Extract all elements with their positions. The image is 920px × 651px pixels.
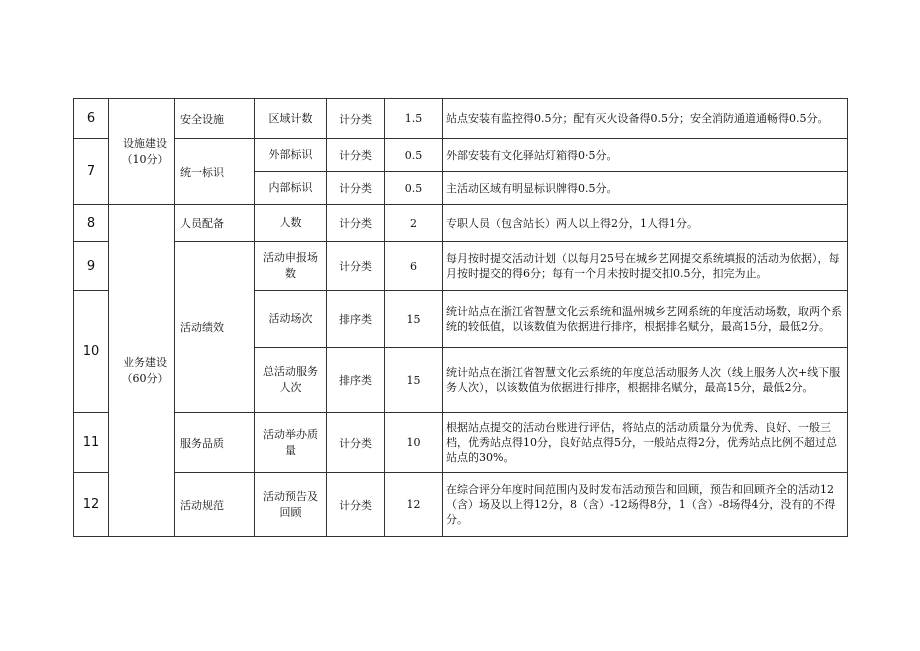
- type-cell: 排序类: [327, 291, 385, 348]
- points-cell: 1.5: [385, 99, 443, 139]
- item-cell: [255, 348, 327, 413]
- points-cell: 2: [385, 205, 443, 242]
- description-cell: 在综合评分年度时间范围内及时发布活动预告和回顾，预告和回顾齐全的活动12（含）场及以上得12分，8（含）-12场得8分，1（含）-8场得4分，没有的不得分。: [443, 473, 848, 537]
- item-label: 活动预告及回顾: [263, 489, 318, 519]
- type-cell: 计分类: [327, 242, 385, 291]
- item-cell: [255, 413, 327, 473]
- item-label: 活动举办质量: [263, 427, 318, 457]
- points-cell: 0.5: [385, 139, 443, 172]
- points-cell: 15: [385, 348, 443, 413]
- table-row: [74, 413, 848, 473]
- row-number: 7: [74, 139, 109, 205]
- row-number: 9: [74, 242, 109, 291]
- type-cell: 计分类: [327, 205, 385, 242]
- row-number: 6: [74, 99, 109, 139]
- category-label: 设施建设（10分）: [121, 136, 169, 166]
- category-cell: [109, 205, 175, 537]
- description-cell: 外部安装有文化驿站灯箱得0·5分。: [443, 139, 848, 172]
- type-cell: 计分类: [327, 139, 385, 172]
- type-cell: 排序类: [327, 348, 385, 413]
- table-row: [74, 205, 848, 242]
- description-cell: 专职人员（包含站长）两人以上得2分，1人得1分。: [443, 205, 848, 242]
- type-cell: 计分类: [327, 172, 385, 205]
- row-number: 8: [74, 205, 109, 242]
- description-cell: 根据站点提交的活动台账进行评估，将站点的活动质量分为优秀、良好、一般三档，优秀站点得10分，良好站点得5分，一般站点得2分，优秀站点比例不超过总站点的30%。: [443, 413, 848, 473]
- subcategory-cell: 人员配备: [175, 205, 255, 242]
- description-cell: 统计站点在浙江省智慧文化云系统和温州城乡艺网系统的年度活动场数，取两个系统的较低值，以该数值为依据进行排序，根据排名赋分，最高15分，最低2分。: [443, 291, 848, 348]
- item-cell: 内部标识: [255, 172, 327, 205]
- description-cell: 统计站点在浙江省智慧文化云系统的年度总活动服务人次（线上服务人次+线下服务人次），以该数值为依据进行排序，根据排名赋分，最高15分，最低2分。: [443, 348, 848, 413]
- category-label: 业务建设（60分）: [121, 355, 169, 385]
- item-cell: [255, 242, 327, 291]
- item-label: 活动申报场数: [263, 251, 318, 280]
- table-row: [74, 99, 848, 139]
- item-cell: [255, 473, 327, 537]
- type-cell: 计分类: [327, 473, 385, 537]
- points-cell: 10: [385, 413, 443, 473]
- points-cell: 0.5: [385, 172, 443, 205]
- subcategory-cell: 服务品质: [175, 413, 255, 473]
- item-cell: 外部标识: [255, 139, 327, 172]
- row-number: 12: [74, 473, 109, 537]
- item-cell: 人数: [255, 205, 327, 242]
- table-row: [74, 242, 848, 291]
- item-label: 总活动服务人次: [263, 365, 318, 394]
- description-cell: 每月按时提交活动计划（以每月25号在城乡艺网提交系统填报的活动为依据），每月按时提交的得6分；每有一个月未按时提交扣0.5分，扣完为止。: [443, 242, 848, 291]
- item-cell: 活动场次: [255, 291, 327, 348]
- type-cell: 计分类: [327, 413, 385, 473]
- points-cell: 6: [385, 242, 443, 291]
- subcategory-cell: 活动规范: [175, 473, 255, 537]
- item-cell: 区域计数: [255, 99, 327, 139]
- table-row: [74, 139, 848, 172]
- subcategory-cell: 统一标识: [175, 139, 255, 205]
- type-cell: 计分类: [327, 99, 385, 139]
- subcategory-cell: 活动绩效: [175, 242, 255, 413]
- scoring-table: [73, 98, 848, 537]
- points-cell: 12: [385, 473, 443, 537]
- points-cell: 15: [385, 291, 443, 348]
- row-number: 11: [74, 413, 109, 473]
- table-row: [74, 473, 848, 537]
- category-cell: [109, 99, 175, 205]
- row-number: 10: [74, 291, 109, 413]
- description-cell: 主活动区域有明显标识牌得0.5分。: [443, 172, 848, 205]
- description-cell: 站点安装有监控得0.5分；配有灭火设备得0.5分；安全消防通道通畅得0.5分。: [443, 99, 848, 139]
- subcategory-cell: 安全设施: [175, 99, 255, 139]
